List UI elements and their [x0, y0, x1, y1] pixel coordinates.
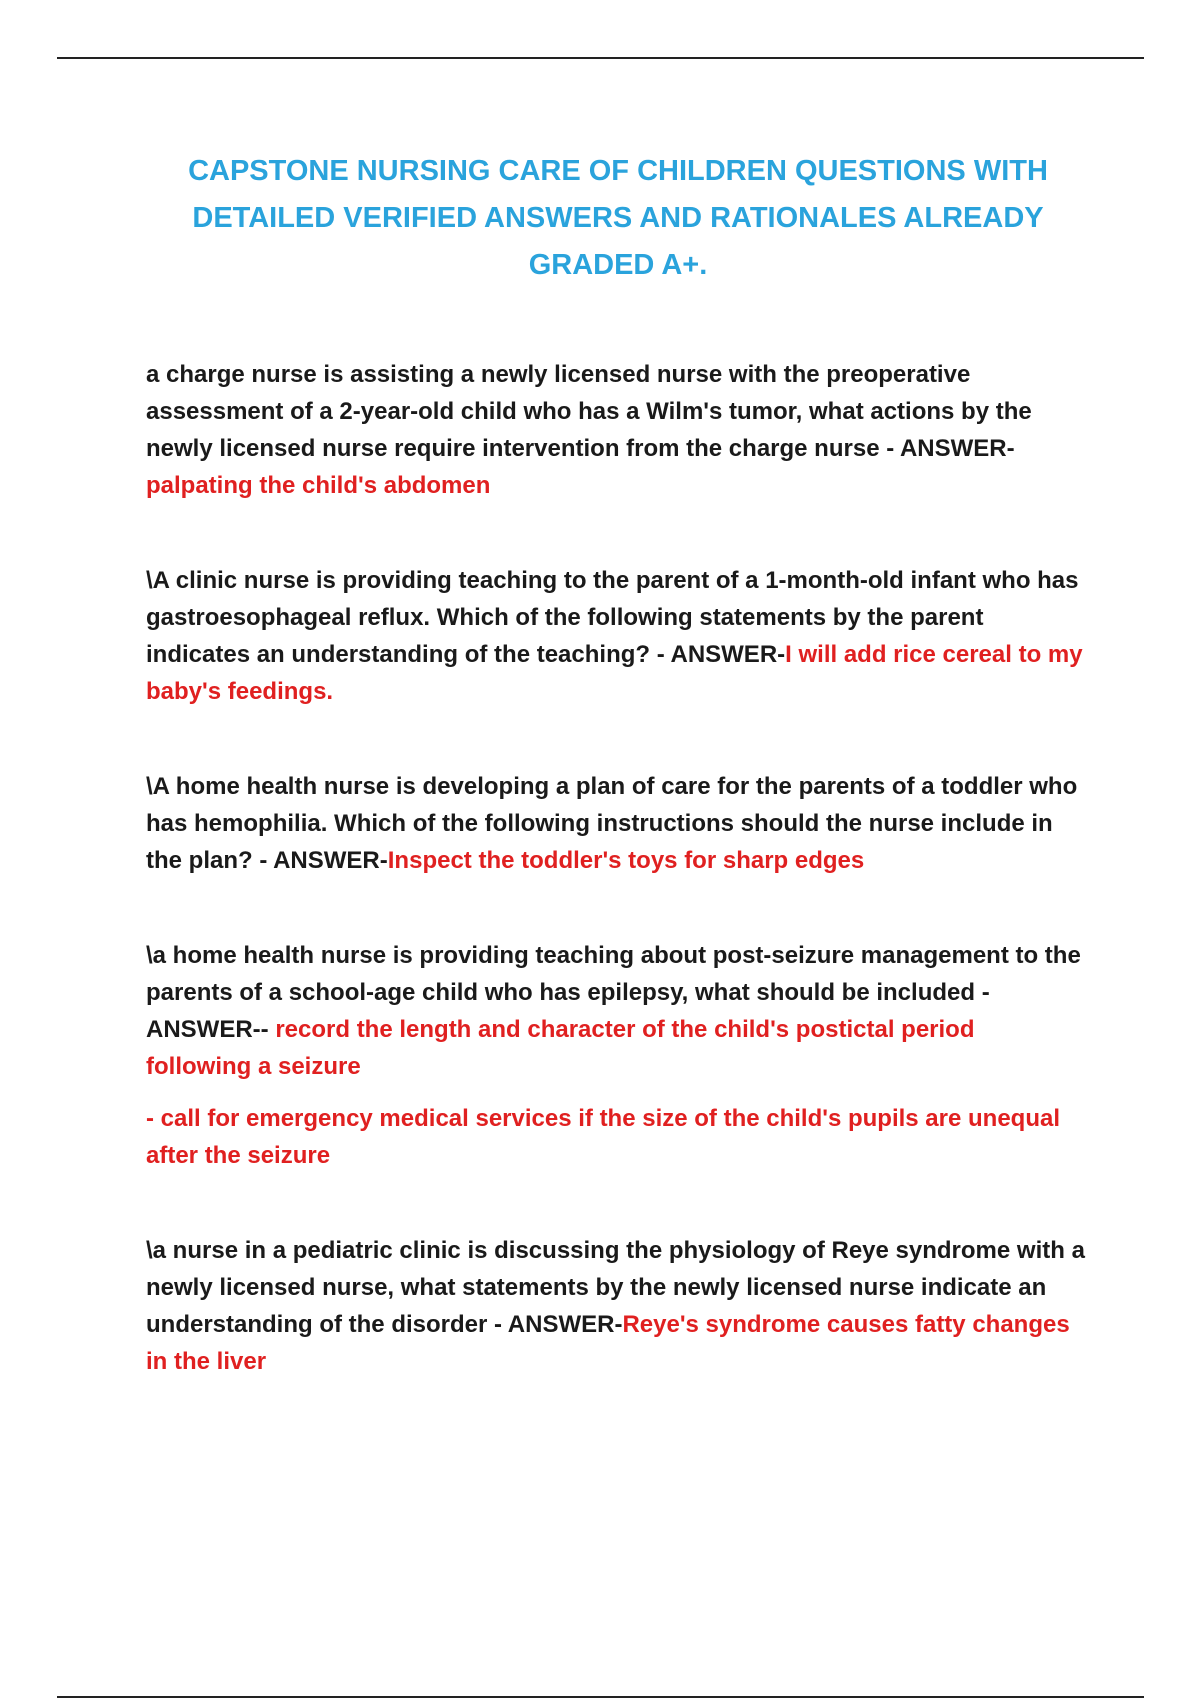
top-rule: [57, 57, 1144, 59]
question-text: \a home health nurse is providing teaching about post-seizure management to the parents of a school-age child who has epilepsy, what should be included - ANSWER--: [146, 942, 1081, 1043]
question-text: \A clinic nurse is providing teaching to the parent of a 1-month-old infant who has gastroesophageal reflux. Which of the following statements by the parent indicates an understanding of the teaching? - ANSWER-: [146, 567, 1079, 668]
qa-item: [146, 937, 1086, 1174]
document-title: CAPSTONE NURSING CARE OF CHILDREN QUESTIONS WITH DETAILED VERIFIED ANSWERS AND RATIONALES ALREADY GRADED A+.: [188, 155, 1048, 281]
question-text: \A home health nurse is developing a plan of care for the parents of a toddler who has hemophilia. Which of the following instructions should the nurse include in the plan? - ANSWER-: [146, 773, 1078, 874]
answer-extra-text: - call for emergency medical services if the size of the child's pupils are unequal after the seizure: [146, 1105, 1061, 1169]
qa-item: [146, 768, 1086, 879]
answer-text: record the length and character of the child's postictal period following a seizure: [146, 1016, 975, 1080]
qa-list: [146, 356, 1086, 1380]
bottom-rule: [57, 1696, 1144, 1698]
question-text: \a nurse in a pediatric clinic is discussing the physiology of Reye syndrome with a newly licensed nurse, what statements by the newly licensed nurse indicate an understanding of the disorder - ANSWER-: [146, 1237, 1085, 1338]
answer-text: Inspect the toddler's toys for sharp edges: [387, 847, 865, 874]
qa-item: [146, 562, 1086, 710]
question-text: a charge nurse is assisting a newly licensed nurse with the preoperative assessment of a 2-year-old child who has a Wilm's tumor, what actions by the newly licensed nurse require intervention from the charge nurse - ANSWER-: [146, 361, 1032, 462]
answer-text: Reye's syndrome causes fatty changes in the liver: [146, 1311, 1070, 1375]
qa-item: [146, 356, 1086, 504]
qa-item: [146, 1232, 1086, 1380]
answer-text: palpating the child's abdomen: [146, 472, 491, 499]
answer-text: I will add rice cereal to my baby's feedings.: [146, 641, 1083, 705]
